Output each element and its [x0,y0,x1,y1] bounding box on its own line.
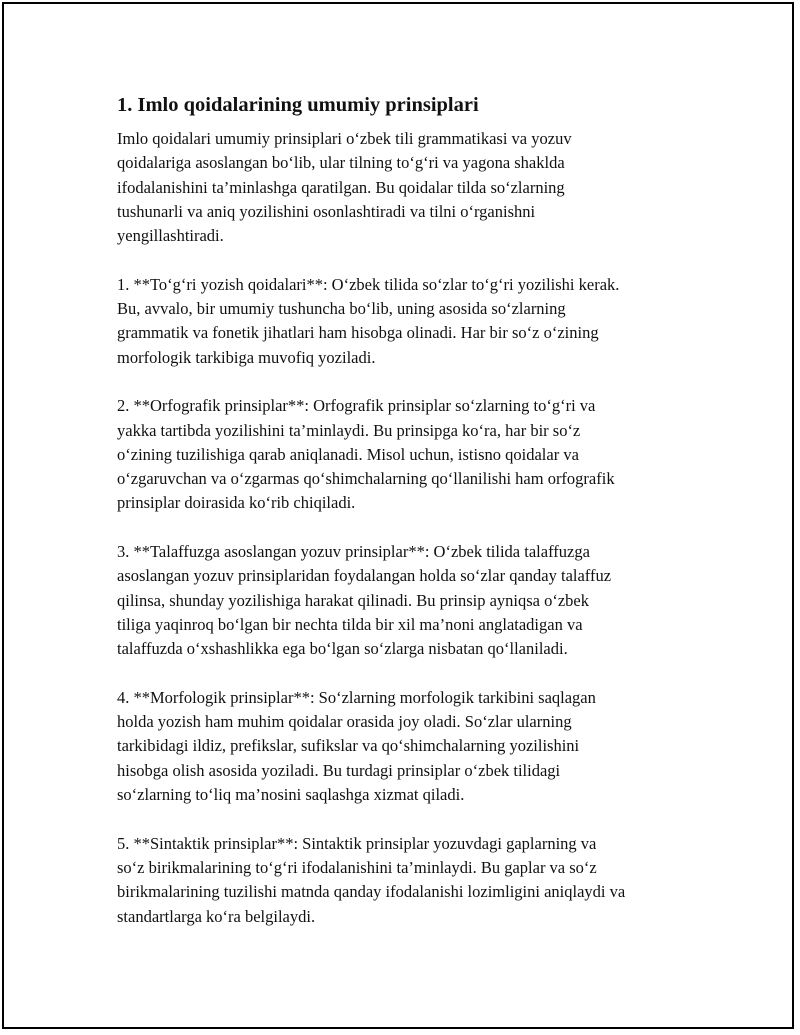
paragraph-line: talaffuzda o‘xshashlikka ega bo‘lgan so‘zlarga nisbatan qo‘llaniladi. [117,639,568,659]
paragraph-line: hisobga olish asosida yoziladi. Bu turdagi prinsiplar o‘zbek tilidagi [117,760,561,780]
paragraph-line: prinsiplar doirasida ko‘rib chiqiladi. [117,493,356,513]
correct-writing-rules-paragraph [117,273,697,370]
paragraph-line: grammatik va fonetik jihatlari ham hisobga olinadi. Har bir so‘z o‘zining [117,323,599,343]
paragraph-line: 3. **Talaffuzga asoslangan yozuv prinsiplar**: O‘zbek tilida talaffuzga [117,542,590,562]
paragraph-line: tarkibidagi ildiz, prefikslar, sufikslar va qo‘shimchalarning yozilishini [117,736,580,756]
paragraph-line: 2. **Orfografik prinsiplar**: Orfografik prinsiplar so‘zlarning to‘g‘ri va [117,396,596,416]
paragraph-line: asoslangan yozuv prinsiplaridan foydalangan holda so‘zlar qanday talaffuz [117,566,612,586]
paragraph-line: so‘z birikmalarining to‘g‘ri ifodalanishini ta’minlaydi. Bu gaplar va so‘z [117,857,597,877]
paragraph-line: o‘zgaruvchan va o‘zgarmas qo‘shimchalarning qo‘llanilishi ham orfografik [117,469,615,489]
intro-paragraph [117,127,697,248]
paragraph-line: yakka tartibda yozilishini ta’minlaydi. Bu prinsipga ko‘ra, har bir so‘z [117,420,581,440]
paragraph-line: morfologik tarkibiga muvofiq yoziladi. [117,347,376,367]
paragraph-line: Bu, avvalo, bir umumiy tushuncha bo‘lib, uning asosida so‘zlarning [117,299,566,319]
paragraph-line: standartlarga ko‘ra belgilaydi. [117,906,316,926]
pronunciation-principles-paragraph [117,540,697,661]
paragraph-line: so‘zlarning to‘liq ma’nosini saqlashga xizmat qiladi. [117,785,465,805]
paragraph-line: Imlo qoidalari umumiy prinsiplari o‘zbek tili grammatikasi va yozuv [117,129,572,148]
paragraph-line: birikmalarining tuzilishi matnda qanday ifodalanishi lozimligini aniqlaydi va [117,882,626,902]
paragraph-line: tiliga yaqinroq bo‘lgan bir nechta tilda bir xil ma’noni anglatadigan va [117,614,583,634]
syntactic-principles-paragraph [117,832,697,929]
morphological-principles-paragraph [117,686,697,807]
orthographic-principles-paragraph [117,394,697,515]
paragraph-line: ifodalanishini ta’minlashga qaratilgan. Bu qoidalar tilda so‘zlarning [117,177,565,197]
document-body [117,92,697,929]
paragraph-line: yengillashtiradi. [117,226,224,246]
paragraph-line: 1. **To‘g‘ri yozish qoidalari**: O‘zbek tilida so‘zlar to‘g‘ri yozilishi kerak. [117,274,620,294]
section-heading: 1. Imlo qoidalarining umumiy prinsiplari [117,94,479,116]
paragraph-line: holda yozish ham muhim qoidalar orasida joy oladi. So‘zlar ularning [117,712,572,732]
paragraph-line: qoidalariga asoslangan bo‘lib, ular tilning to‘g‘ri va yagona shaklda [117,153,565,173]
paragraph-line: o‘zining tuzilishiga qarab aniqlanadi. Misol uchun, istisno qoidalar va [117,444,579,464]
paragraph-line: qilinsa, shunday yozilishiga harakat qilinadi. Bu prinsip ayniqsa o‘zbek [117,590,589,610]
paragraph-line: 4. **Morfologik prinsiplar**: So‘zlarning morfologik tarkibini saqlagan [117,687,596,707]
paragraph-line: 5. **Sintaktik prinsiplar**: Sintaktik prinsiplar yozuvdagi gaplarning va [117,833,597,853]
paragraph-line: tushunarli va aniq yozilishini osonlashtiradi va tilni o‘rganishni [117,201,536,221]
